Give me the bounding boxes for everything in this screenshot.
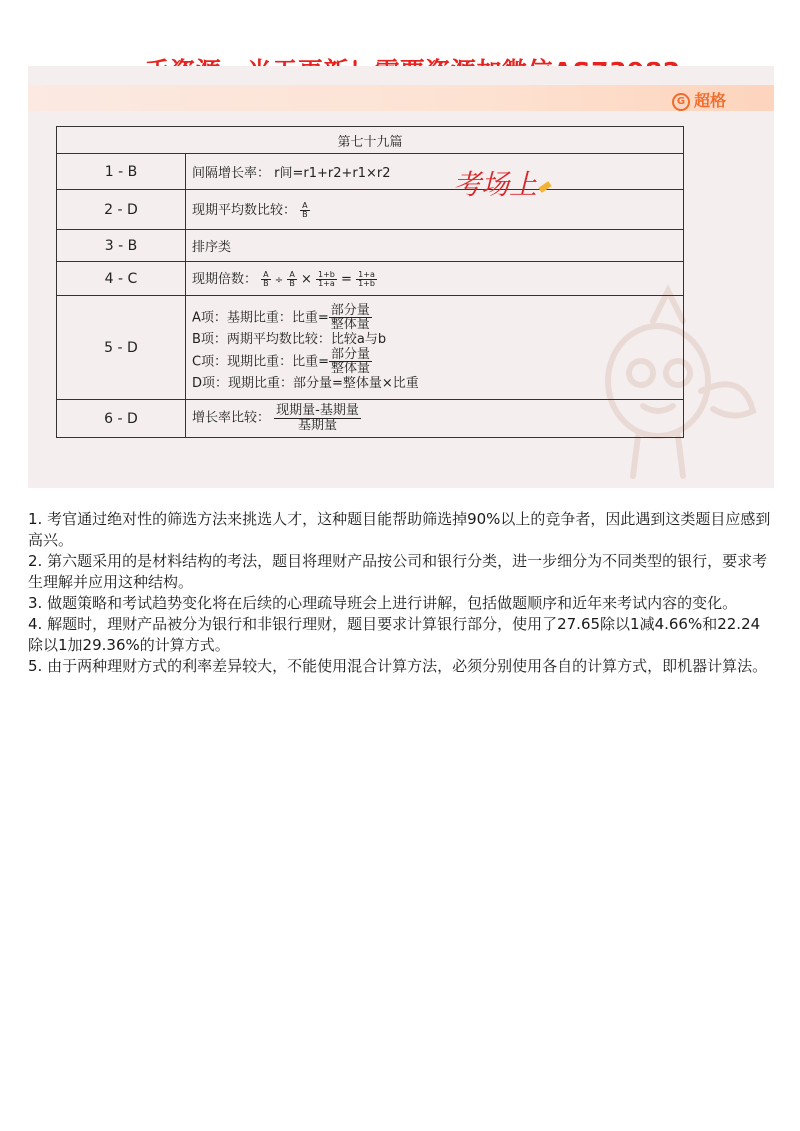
pencil-icon	[538, 181, 551, 193]
denominator: B	[263, 279, 269, 289]
fraction	[287, 271, 297, 289]
table-row	[57, 262, 684, 296]
option-d: D项：现期比重：部分量=整体量×比重	[192, 375, 419, 391]
answer-detail	[186, 190, 684, 230]
handwriting-text: 考场上	[453, 168, 538, 201]
answer-panel	[28, 66, 774, 488]
list-item: 5. 由于两种理财方式的利率差异较大，不能使用混合计算方法，必须分别使用各自的计算方式，即机器计算法。	[28, 657, 768, 675]
list-item: 4. 解题时，理财产品被分为银行和非银行理财，题目要求计算银行部分，使用了27.65除以1减4.66%和22.24除以1加29.36%的计算方式。	[28, 615, 761, 654]
table-row	[57, 190, 684, 230]
detail-label: 现期平均数比较：	[192, 203, 297, 219]
detail-label: 间隔增长率：	[192, 166, 271, 181]
table-row	[57, 400, 684, 438]
denominator: 基期量	[298, 418, 338, 433]
answer-detail	[186, 262, 684, 296]
answer-number: 2 - D	[57, 190, 186, 230]
fraction	[316, 271, 337, 289]
numerator: 1+a	[358, 269, 375, 279]
answer-number: 1 - B	[57, 154, 186, 190]
numerator: 1+b	[318, 269, 335, 279]
fraction	[261, 271, 271, 289]
denominator: 整体量	[330, 361, 370, 377]
operator: =	[341, 272, 352, 288]
denominator: 1+b	[358, 279, 375, 289]
answer-detail	[186, 400, 684, 438]
answer-number: 3 - B	[57, 230, 186, 262]
fraction	[329, 304, 372, 332]
numerator: A	[302, 200, 308, 210]
fraction	[274, 404, 361, 432]
denominator: 整体量	[330, 317, 370, 333]
brand-label: 超格	[693, 91, 726, 110]
fraction	[329, 348, 372, 376]
answer-number: 4 - C	[57, 262, 186, 296]
table-title-row	[57, 127, 684, 154]
answer-detail	[186, 154, 684, 190]
table-row	[57, 296, 684, 400]
table-row	[57, 154, 684, 190]
option-c-label: C项：现期比重：比重=	[192, 354, 329, 370]
denominator: 1+a	[318, 279, 335, 289]
answer-number: 6 - D	[57, 400, 186, 438]
option-a-label: A项：基期比重：比重=	[192, 310, 329, 326]
answer-table	[56, 126, 684, 438]
brand-bar	[28, 85, 774, 111]
handwritten-note	[453, 163, 551, 203]
detail-formula: r间=r1+r2+r1×r2	[274, 166, 391, 181]
list-item: 3. 做题策略和考试趋势变化将在后续的心理疏导班会上进行讲解，包括做题顺序和近年来考试内容的变化。	[28, 594, 738, 612]
notes-list	[28, 509, 774, 677]
answer-detail: 排序类	[186, 230, 684, 262]
fraction	[300, 202, 310, 220]
brand-logo	[672, 88, 726, 111]
denominator: B	[289, 279, 295, 289]
numerator: 现期量-基期量	[276, 403, 359, 419]
detail-label: 现期倍数：	[192, 272, 258, 288]
operator: ×	[300, 272, 312, 288]
list-item: 1. 考官通过绝对性的筛选方法来挑选人才，这种题目能帮助筛选掉90%以上的竞争者，因此遇到这类题目应感到高兴。	[28, 510, 771, 549]
table-title: 第七十九篇	[57, 127, 684, 154]
numerator: A	[263, 269, 269, 279]
list-item: 2. 第六题采用的是材料结构的考法，题目将理财产品按公司和银行分类，进一步细分为不同类型的银行，要求考生理解并应用这种结构。	[28, 552, 768, 591]
operator: ÷	[274, 275, 284, 287]
option-c	[192, 348, 677, 376]
answer-number: 5 - D	[57, 296, 186, 400]
denominator: B	[302, 210, 308, 220]
option-a	[192, 304, 677, 332]
g-logo-icon: G	[672, 93, 690, 111]
detail-label: 增长率比较：	[192, 411, 271, 426]
option-b: B项：两期平均数比较：比较a与b	[192, 331, 387, 347]
numerator: A	[289, 269, 295, 279]
numerator: 部分量	[330, 302, 370, 318]
table-row	[57, 230, 684, 262]
numerator: 部分量	[330, 346, 370, 362]
answer-detail	[186, 296, 684, 400]
fraction	[356, 271, 377, 289]
